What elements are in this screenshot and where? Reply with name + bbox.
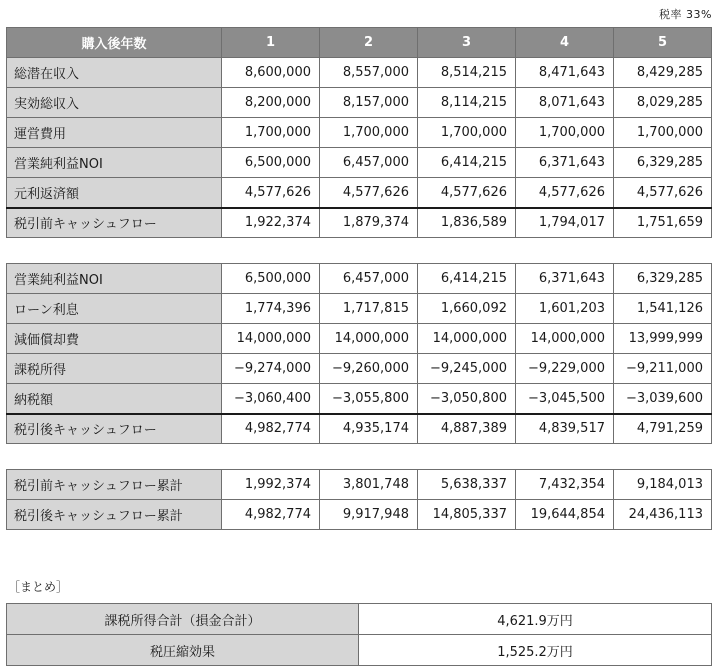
summary-table bbox=[6, 603, 712, 666]
cell: 4,577,626 bbox=[614, 178, 712, 208]
cell: 4,577,626 bbox=[222, 178, 320, 208]
summary-label: 税圧縮効果 bbox=[7, 635, 359, 666]
cell: 4,982,774 bbox=[222, 500, 320, 530]
header-year-3: 3 bbox=[418, 28, 516, 58]
summary-heading: ［まとめ］ bbox=[8, 580, 69, 594]
cell: 1,660,092 bbox=[418, 294, 516, 324]
cell: 4,577,626 bbox=[418, 178, 516, 208]
summary-value: 4,621.9万円 bbox=[359, 604, 712, 635]
cell: 8,200,000 bbox=[222, 88, 320, 118]
cell: 1,922,374 bbox=[222, 208, 320, 238]
cell: 4,935,174 bbox=[320, 414, 418, 444]
cell: 8,429,285 bbox=[614, 58, 712, 88]
cell: 8,157,000 bbox=[320, 88, 418, 118]
cell: −3,045,500 bbox=[516, 384, 614, 414]
cell: 14,805,337 bbox=[418, 500, 516, 530]
cell: 1,717,815 bbox=[320, 294, 418, 324]
row-label: 税引前キャッシュフロー累計 bbox=[7, 470, 222, 500]
cell: 6,371,643 bbox=[516, 148, 614, 178]
summary-label: 課税所得合計（損金合計） bbox=[7, 604, 359, 635]
cell: −3,055,800 bbox=[320, 384, 418, 414]
cell: 8,029,285 bbox=[614, 88, 712, 118]
table-row bbox=[7, 500, 712, 530]
header-year-4: 4 bbox=[516, 28, 614, 58]
summary-value: 1,525.2万円 bbox=[359, 635, 712, 666]
cell: 7,432,354 bbox=[516, 470, 614, 500]
cell: 1,992,374 bbox=[222, 470, 320, 500]
cell: 4,577,626 bbox=[516, 178, 614, 208]
cell: 1,794,017 bbox=[516, 208, 614, 238]
cell: 14,000,000 bbox=[320, 324, 418, 354]
table-row bbox=[7, 294, 712, 324]
row-label: 税引後キャッシュフロー bbox=[7, 414, 222, 444]
cell: 5,638,337 bbox=[418, 470, 516, 500]
cell: 4,791,259 bbox=[614, 414, 712, 444]
cell: 6,414,215 bbox=[418, 148, 516, 178]
cell: −3,050,800 bbox=[418, 384, 516, 414]
cell: 6,329,285 bbox=[614, 264, 712, 294]
cell: 6,500,000 bbox=[222, 264, 320, 294]
cell: −9,260,000 bbox=[320, 354, 418, 384]
cell: 1,700,000 bbox=[320, 118, 418, 148]
table-row bbox=[7, 58, 712, 88]
cashflow-table-after-tax bbox=[6, 263, 712, 444]
table-row bbox=[7, 354, 712, 384]
row-label: 総潜在収入 bbox=[7, 58, 222, 88]
row-label: 減価償却費 bbox=[7, 324, 222, 354]
row-label: ローン利息 bbox=[7, 294, 222, 324]
table-row bbox=[7, 118, 712, 148]
cell: 8,514,215 bbox=[418, 58, 516, 88]
cell: 14,000,000 bbox=[516, 324, 614, 354]
cell: 14,000,000 bbox=[222, 324, 320, 354]
cashflow-table-before-tax bbox=[6, 27, 712, 238]
cell: 1,879,374 bbox=[320, 208, 418, 238]
cell: 19,644,854 bbox=[516, 500, 614, 530]
cashflow-table-cumulative bbox=[6, 469, 712, 530]
cell: 6,414,215 bbox=[418, 264, 516, 294]
table-row bbox=[7, 148, 712, 178]
cell: 6,457,000 bbox=[320, 264, 418, 294]
cell: 6,457,000 bbox=[320, 148, 418, 178]
cell: 1,700,000 bbox=[418, 118, 516, 148]
cell: 1,541,126 bbox=[614, 294, 712, 324]
cell: 14,000,000 bbox=[418, 324, 516, 354]
cell: 1,774,396 bbox=[222, 294, 320, 324]
row-label: 実効総収入 bbox=[7, 88, 222, 118]
cell: 4,982,774 bbox=[222, 414, 320, 444]
table-row bbox=[7, 178, 712, 208]
cell: 6,329,285 bbox=[614, 148, 712, 178]
cell: −3,060,400 bbox=[222, 384, 320, 414]
row-label: 税引前キャッシュフロー bbox=[7, 208, 222, 238]
cell: 24,436,113 bbox=[614, 500, 712, 530]
row-label: 運営費用 bbox=[7, 118, 222, 148]
cell: −9,211,000 bbox=[614, 354, 712, 384]
row-label: 税引後キャッシュフロー累計 bbox=[7, 500, 222, 530]
table-row-total bbox=[7, 208, 712, 238]
cell: −9,245,000 bbox=[418, 354, 516, 384]
cell: 4,577,626 bbox=[320, 178, 418, 208]
cell: 1,836,589 bbox=[418, 208, 516, 238]
row-label: 元利返済額 bbox=[7, 178, 222, 208]
cell: 1,700,000 bbox=[516, 118, 614, 148]
header-years-label: 購入後年数 bbox=[7, 28, 222, 58]
tax-rate-label: 税率 33% bbox=[659, 8, 712, 21]
row-label: 営業純利益NOI bbox=[7, 264, 222, 294]
row-label: 営業純利益NOI bbox=[7, 148, 222, 178]
cell: 9,917,948 bbox=[320, 500, 418, 530]
cell: 8,071,643 bbox=[516, 88, 614, 118]
cell: 13,999,999 bbox=[614, 324, 712, 354]
cell: 4,887,389 bbox=[418, 414, 516, 444]
cell: 8,471,643 bbox=[516, 58, 614, 88]
table-row bbox=[7, 470, 712, 500]
cell: 4,839,517 bbox=[516, 414, 614, 444]
cell: 6,500,000 bbox=[222, 148, 320, 178]
cell: 6,371,643 bbox=[516, 264, 614, 294]
cell: −3,039,600 bbox=[614, 384, 712, 414]
summary-row bbox=[7, 635, 712, 666]
table-row bbox=[7, 324, 712, 354]
table-row bbox=[7, 264, 712, 294]
summary-row bbox=[7, 604, 712, 635]
cell: −9,274,000 bbox=[222, 354, 320, 384]
table-row-total bbox=[7, 414, 712, 444]
cell: 1,751,659 bbox=[614, 208, 712, 238]
cell: 1,700,000 bbox=[614, 118, 712, 148]
table-header-row bbox=[7, 28, 712, 58]
row-label: 課税所得 bbox=[7, 354, 222, 384]
cell: 1,700,000 bbox=[222, 118, 320, 148]
table-row bbox=[7, 384, 712, 414]
cell: 8,600,000 bbox=[222, 58, 320, 88]
cell: 8,114,215 bbox=[418, 88, 516, 118]
cell: 1,601,203 bbox=[516, 294, 614, 324]
cell: −9,229,000 bbox=[516, 354, 614, 384]
header-year-1: 1 bbox=[222, 28, 320, 58]
row-label: 納税額 bbox=[7, 384, 222, 414]
cell: 3,801,748 bbox=[320, 470, 418, 500]
table-row bbox=[7, 88, 712, 118]
header-year-2: 2 bbox=[320, 28, 418, 58]
cell: 9,184,013 bbox=[614, 470, 712, 500]
header-year-5: 5 bbox=[614, 28, 712, 58]
cell: 8,557,000 bbox=[320, 58, 418, 88]
